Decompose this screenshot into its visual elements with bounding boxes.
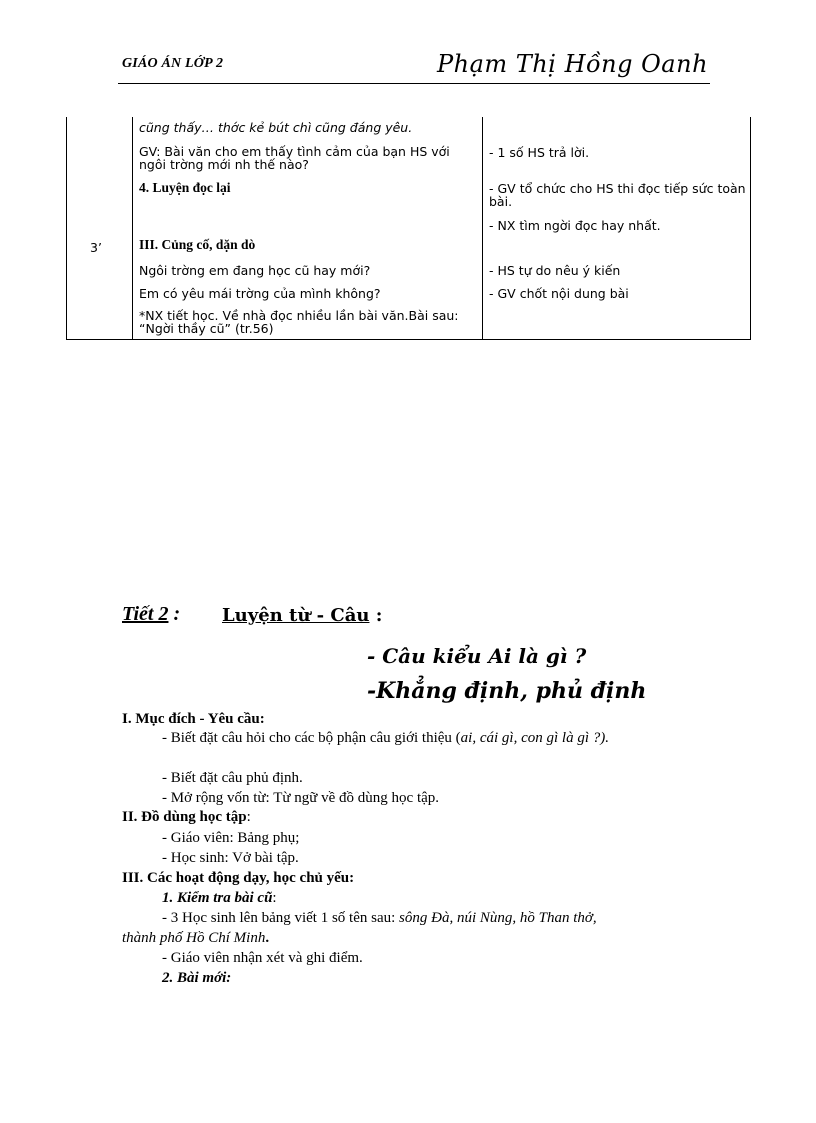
table-row-activity: Em có yêu mái trờng của mình không? bbox=[139, 286, 381, 301]
list-item-period: . bbox=[265, 930, 270, 946]
header-teacher-name: Phạm Thị Hồng Oanh bbox=[437, 50, 709, 78]
section-title: I. Mục đích - Yêu cầu: bbox=[122, 711, 265, 727]
table-row-time: 3’ bbox=[90, 240, 102, 255]
table-row-activity: III. Củng cố, dặn dò bbox=[139, 237, 256, 252]
table-row-student: - GV chốt nội dung bài bbox=[489, 286, 629, 301]
section-title-colon: : bbox=[246, 809, 251, 825]
header-rule bbox=[118, 83, 710, 84]
subsection-title bbox=[162, 888, 702, 908]
section-title bbox=[122, 807, 702, 827]
list-item: - Học sinh: Vở bài tập. bbox=[162, 850, 299, 866]
table-border-left bbox=[66, 117, 67, 340]
list-item: - Giáo viên nhận xét và ghi điểm. bbox=[162, 950, 363, 966]
lesson-period-text: Tiết 2 bbox=[122, 603, 169, 625]
table-border-bottom bbox=[66, 339, 751, 340]
list-item-text: - Biết đặt câu hỏi cho các bộ phận câu giới thiệu ( bbox=[162, 730, 461, 746]
list-item-italic: thành phố Hồ Chí Minh bbox=[122, 930, 266, 946]
list-item bbox=[162, 728, 702, 748]
section-title-text: II. Đồ dùng học tập bbox=[122, 809, 247, 825]
table-row-student: - GV tổ chức cho HS thi đọc tiếp sức toàn bài. bbox=[489, 181, 746, 209]
list-item bbox=[162, 908, 702, 928]
lesson-topic-text: Luyện từ - Câu bbox=[222, 605, 370, 626]
lesson-subtitle-2: -Khẳng định, phủ định bbox=[367, 678, 647, 704]
table-divider-time bbox=[132, 117, 133, 340]
table-row-student: - 1 số HS trả lời. bbox=[489, 145, 590, 160]
list-item-italic: ai, cái gì, con gì là gì ?). bbox=[460, 730, 609, 746]
table-row-activity: GV: Bài văn cho em thấy tình cảm của bạn HS với ngôi trờng mới nh thế nào? bbox=[139, 144, 450, 172]
table-row-activity: cũng thấy… thớc kẻ bút chì cũng đáng yêu. bbox=[139, 120, 413, 135]
table-row-activity: *NX tiết học. Về nhà đọc nhiều lần bài văn.Bài sau: “Ngời thầy cũ” (tr.56) bbox=[139, 308, 459, 336]
subsection-title-text: 1. Kiểm tra bài cũ bbox=[162, 890, 273, 906]
list-item: - Biết đặt câu phủ định. bbox=[162, 770, 303, 786]
table-row-student: - NX tìm ngời đọc hay nhất. bbox=[489, 218, 661, 233]
header-class-label: GIÁO ÁN LỚP 2 bbox=[122, 56, 224, 71]
table-row-student: - HS tự do nêu ý kiến bbox=[489, 263, 621, 278]
list-item-text: - 3 Học sinh lên bảng viết 1 số tên sau: bbox=[162, 910, 400, 926]
list-item-continuation bbox=[122, 928, 702, 948]
subsection-title: 2. Bài mới: bbox=[162, 970, 232, 986]
table-row-activity: Ngôi trờng em đang học cũ hay mới? bbox=[139, 263, 371, 278]
lesson-period-colon: : bbox=[168, 603, 181, 625]
lesson-period-label bbox=[122, 603, 180, 626]
lesson-table bbox=[66, 117, 751, 340]
table-divider-activity bbox=[482, 117, 483, 340]
list-item: - Mở rộng vốn từ: Từ ngữ về đồ dùng học tập. bbox=[162, 790, 440, 806]
lesson-subtitle-1: - Câu kiểu Ai là gì ? bbox=[367, 644, 587, 668]
table-row-activity: 4. Luyện đọc lại bbox=[139, 180, 231, 195]
section-title: III. Các hoạt động dạy, học chủ yếu: bbox=[122, 870, 355, 886]
subsection-title-colon: : bbox=[272, 890, 277, 906]
list-item-italic: sông Đà, núi Nùng, hồ Than thở, bbox=[399, 910, 597, 926]
lesson-topic bbox=[222, 605, 382, 626]
list-item: - Giáo viên: Bảng phụ; bbox=[162, 830, 300, 846]
lesson-topic-colon: : bbox=[369, 605, 383, 626]
